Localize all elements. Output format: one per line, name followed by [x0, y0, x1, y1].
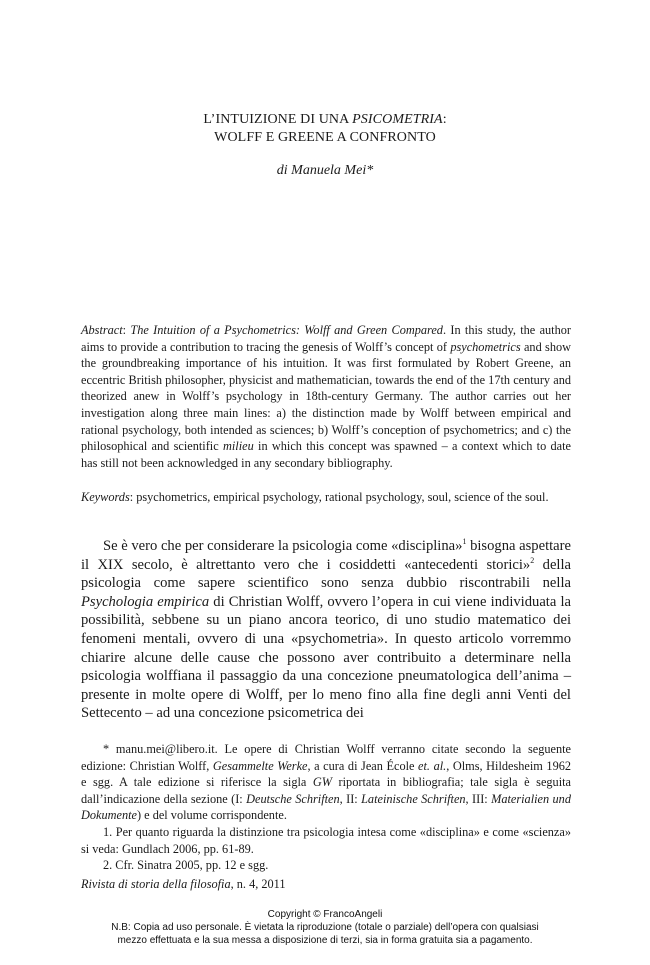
journal-name: Rivista di storia della filosofia — [81, 877, 231, 891]
copyright-note-line: N.B: Copia ad uso personale. È vietata la riproduzione (totale o parziale) dell’opera con qualsiasi — [111, 922, 539, 933]
title-line-1: L’INTUIZIONE DI UNA PSICOMETRIA: — [203, 112, 447, 127]
footnote-star: * manu.mei@libero.it. Le opere di Christian Wolff verranno citate secondo la seguente edizione: Christian Wolff, Gesammelte Werke, a cura di Jean École et. al., Olms, Hildesheim 1962 e sgg. A tale edizione si riferisce la sigla GW riportata in bibliografia; tale sigla è seguita dall’indicazione della sezione (I: Deutsche Schriften, II: Lateinische Schriften, III: Materialien und Dokumente) e del volume corrispondente. — [81, 742, 572, 823]
keywords-label: Keywords — [81, 490, 130, 504]
abstract: Abstract: The Intuition of a Psychometrics: Wolff and Green Compared. In this study, the author aims to provide a contribution to tracing the genesis of Wolff’s concept of psychometrics and show the groundbreaking importance of his intuition. It was first formulated by Robert Greene, an eccentric British philosopher, physicist and mathematician, towards the end of the 17th century and theorized anew in Wolff’s psychology in 18th-century Germany. The author carries out her investigation along three main lines: a) the distinction made by Wolff between empirical and rational psychology, both intended as sciences; b) Wolff’s conception of psychometrics; and c) the philosophical and scientific milieu in which this concept was spawned – a context which to date has still not been acknowledged in any secondary bibliography. — [81, 323, 571, 470]
copyright-line: Copyright © FrancoAngeli — [267, 909, 383, 920]
copyright-note-line: mezzo effettuata e la sua messa a disposizione di terzi, sia in forma gratuita sia a pagamento. — [117, 935, 533, 946]
footnotes — [81, 741, 571, 874]
body-text — [81, 537, 571, 723]
abstract-title: The Intuition of a Psychometrics: Wolff and Green Compared — [130, 323, 443, 337]
footnote-ref-2: 2 — [530, 555, 535, 565]
keywords: Keywords: psychometrics, empirical psychology, rational psychology, soul, science of the soul. — [81, 490, 549, 504]
footnote-1: 1. Per quanto riguarda la distinzione tra psicologia intesa come «disciplina» e come «scienza» si veda: Gundlach 2006, pp. 61-89. — [81, 824, 571, 856]
article-title — [0, 111, 650, 147]
abstract-label: Abstract — [81, 323, 123, 337]
footnote-2: 2. Cfr. Sinatra 2005, pp. 12 e sgg. — [103, 858, 269, 873]
journal-citation: Rivista di storia della filosofia, n. 4, 2011 — [81, 877, 286, 891]
author-byline: di Manuela Mei* — [276, 163, 374, 178]
copyright-notice — [0, 908, 650, 947]
title-line-2: WOLFF E GREENE A CONFRONTO — [214, 130, 436, 145]
footnote-ref-1: 1 — [462, 537, 467, 547]
paragraph: Se è vero che per considerare la psicologia come «disciplina»$^1$ bisogna aspettare il XIX secolo, è altrettanto vero che i cosiddetti «antecedenti storici»$^2$ della psicologia come sapere scientifico sono senza dubbio riscontrabili nella Psychologia empirica di Christian Wolff, ovvero l’opera in cui viene individuata la possibilità, sebbene su un piano ancora teorico, di uno studio matematico dei fenomeni mentali, ovvero di una «psychometria». In questo articolo vorremmo chiarire alcune delle cause che possono aver contribuito a determinare nella psicologia wolffiana il passaggio da una concezione pneumatologica dell’anima – presente in molte opere di Wolff, per lo meno fino alla fine degli anni Venti del Settecento – ad una concezione psicometrica dei — [81, 537, 572, 722]
